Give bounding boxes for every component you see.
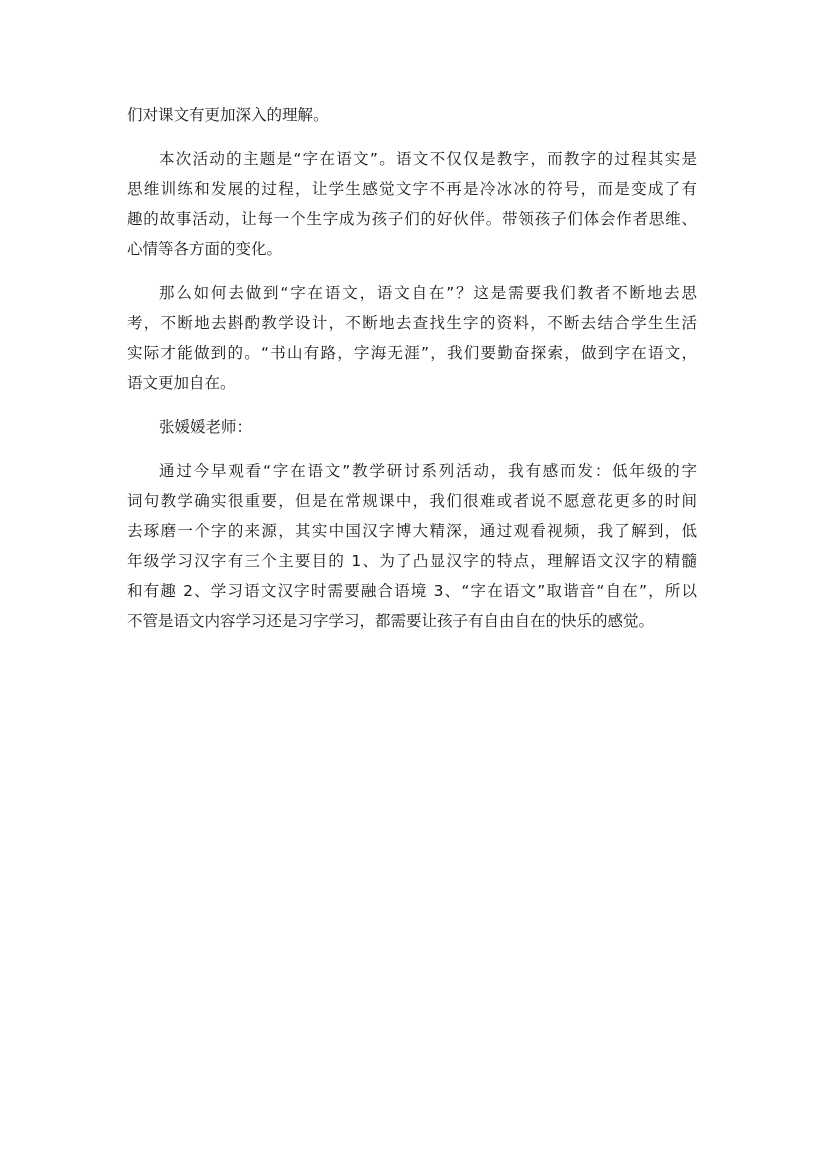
text-line-content: 考，不断地去斟酌教学设计，不断地去查找生字的资料，不断去结合学生生活: [127, 314, 697, 332]
text-line: [127, 516, 697, 546]
document-body: [127, 100, 697, 636]
text-line-content: 词句教学确实很重要，但是在常规课中，我们很难或者说不愿意花更多的时间: [127, 492, 697, 510]
text-line-content: 趣的故事活动，让每一个生字成为孩子们的好伙伴。带领孩子们体会作者思维、: [127, 210, 697, 228]
text-line-content: 去琢磨一个字的来源，其实中国汉字博大精深，通过观看视频，我了解到，低: [127, 522, 697, 540]
text-line-content: 思维训练和发展的过程，让学生感觉文字不再是冷冰冰的符号，而是变成了有: [127, 180, 697, 198]
text-line: 心情等各方面的变化。: [127, 240, 283, 258]
text-line: [127, 576, 697, 606]
text-line-content: 实际才能做到的。“书山有路，字海无涯”，我们要勤奋探索，做到字在语文，: [127, 344, 697, 362]
text-line-content: 本次活动的主题是“字在语文”。语文不仅仅是教字，而教字的过程其实是: [159, 150, 697, 168]
paragraph: [127, 144, 697, 264]
text-line: 语文更加自在。: [127, 374, 236, 392]
text-line: 们对课文有更加深入的理解。: [127, 106, 329, 124]
text-line: [127, 278, 697, 308]
paragraph: [127, 100, 697, 130]
paragraph: [127, 278, 697, 398]
text-line-content: 通过今早观看“字在语文”教学研讨系列活动，我有感而发：低年级的字: [159, 462, 697, 480]
text-line: [127, 308, 697, 338]
text-line: [127, 338, 697, 368]
text-line: [127, 204, 697, 234]
text-line: [127, 456, 697, 486]
text-line-content: 和有趣 2、学习语文汉字时需要融合语境 3、“字在语文”取谐音“自在”，所以: [127, 582, 697, 600]
text-line: [127, 486, 697, 516]
text-line: [127, 546, 697, 576]
text-line: [127, 144, 697, 174]
text-line: [127, 174, 697, 204]
text-line-content: 那么如何去做到“字在语文，语文自在”？这是需要我们教者不断地去思: [159, 284, 697, 302]
paragraph: [127, 456, 697, 636]
text-line: 不管是语文内容学习还是习字学习，都需要让孩子有自由自在的快乐的感觉。: [127, 612, 655, 630]
text-line-content: 年级学习汉字有三个主要目的 1、为了凸显汉字的特点，理解语文汉字的精髓: [127, 552, 697, 570]
paragraph: [127, 412, 697, 442]
speaker-label: 张媛媛老师：: [159, 418, 253, 436]
